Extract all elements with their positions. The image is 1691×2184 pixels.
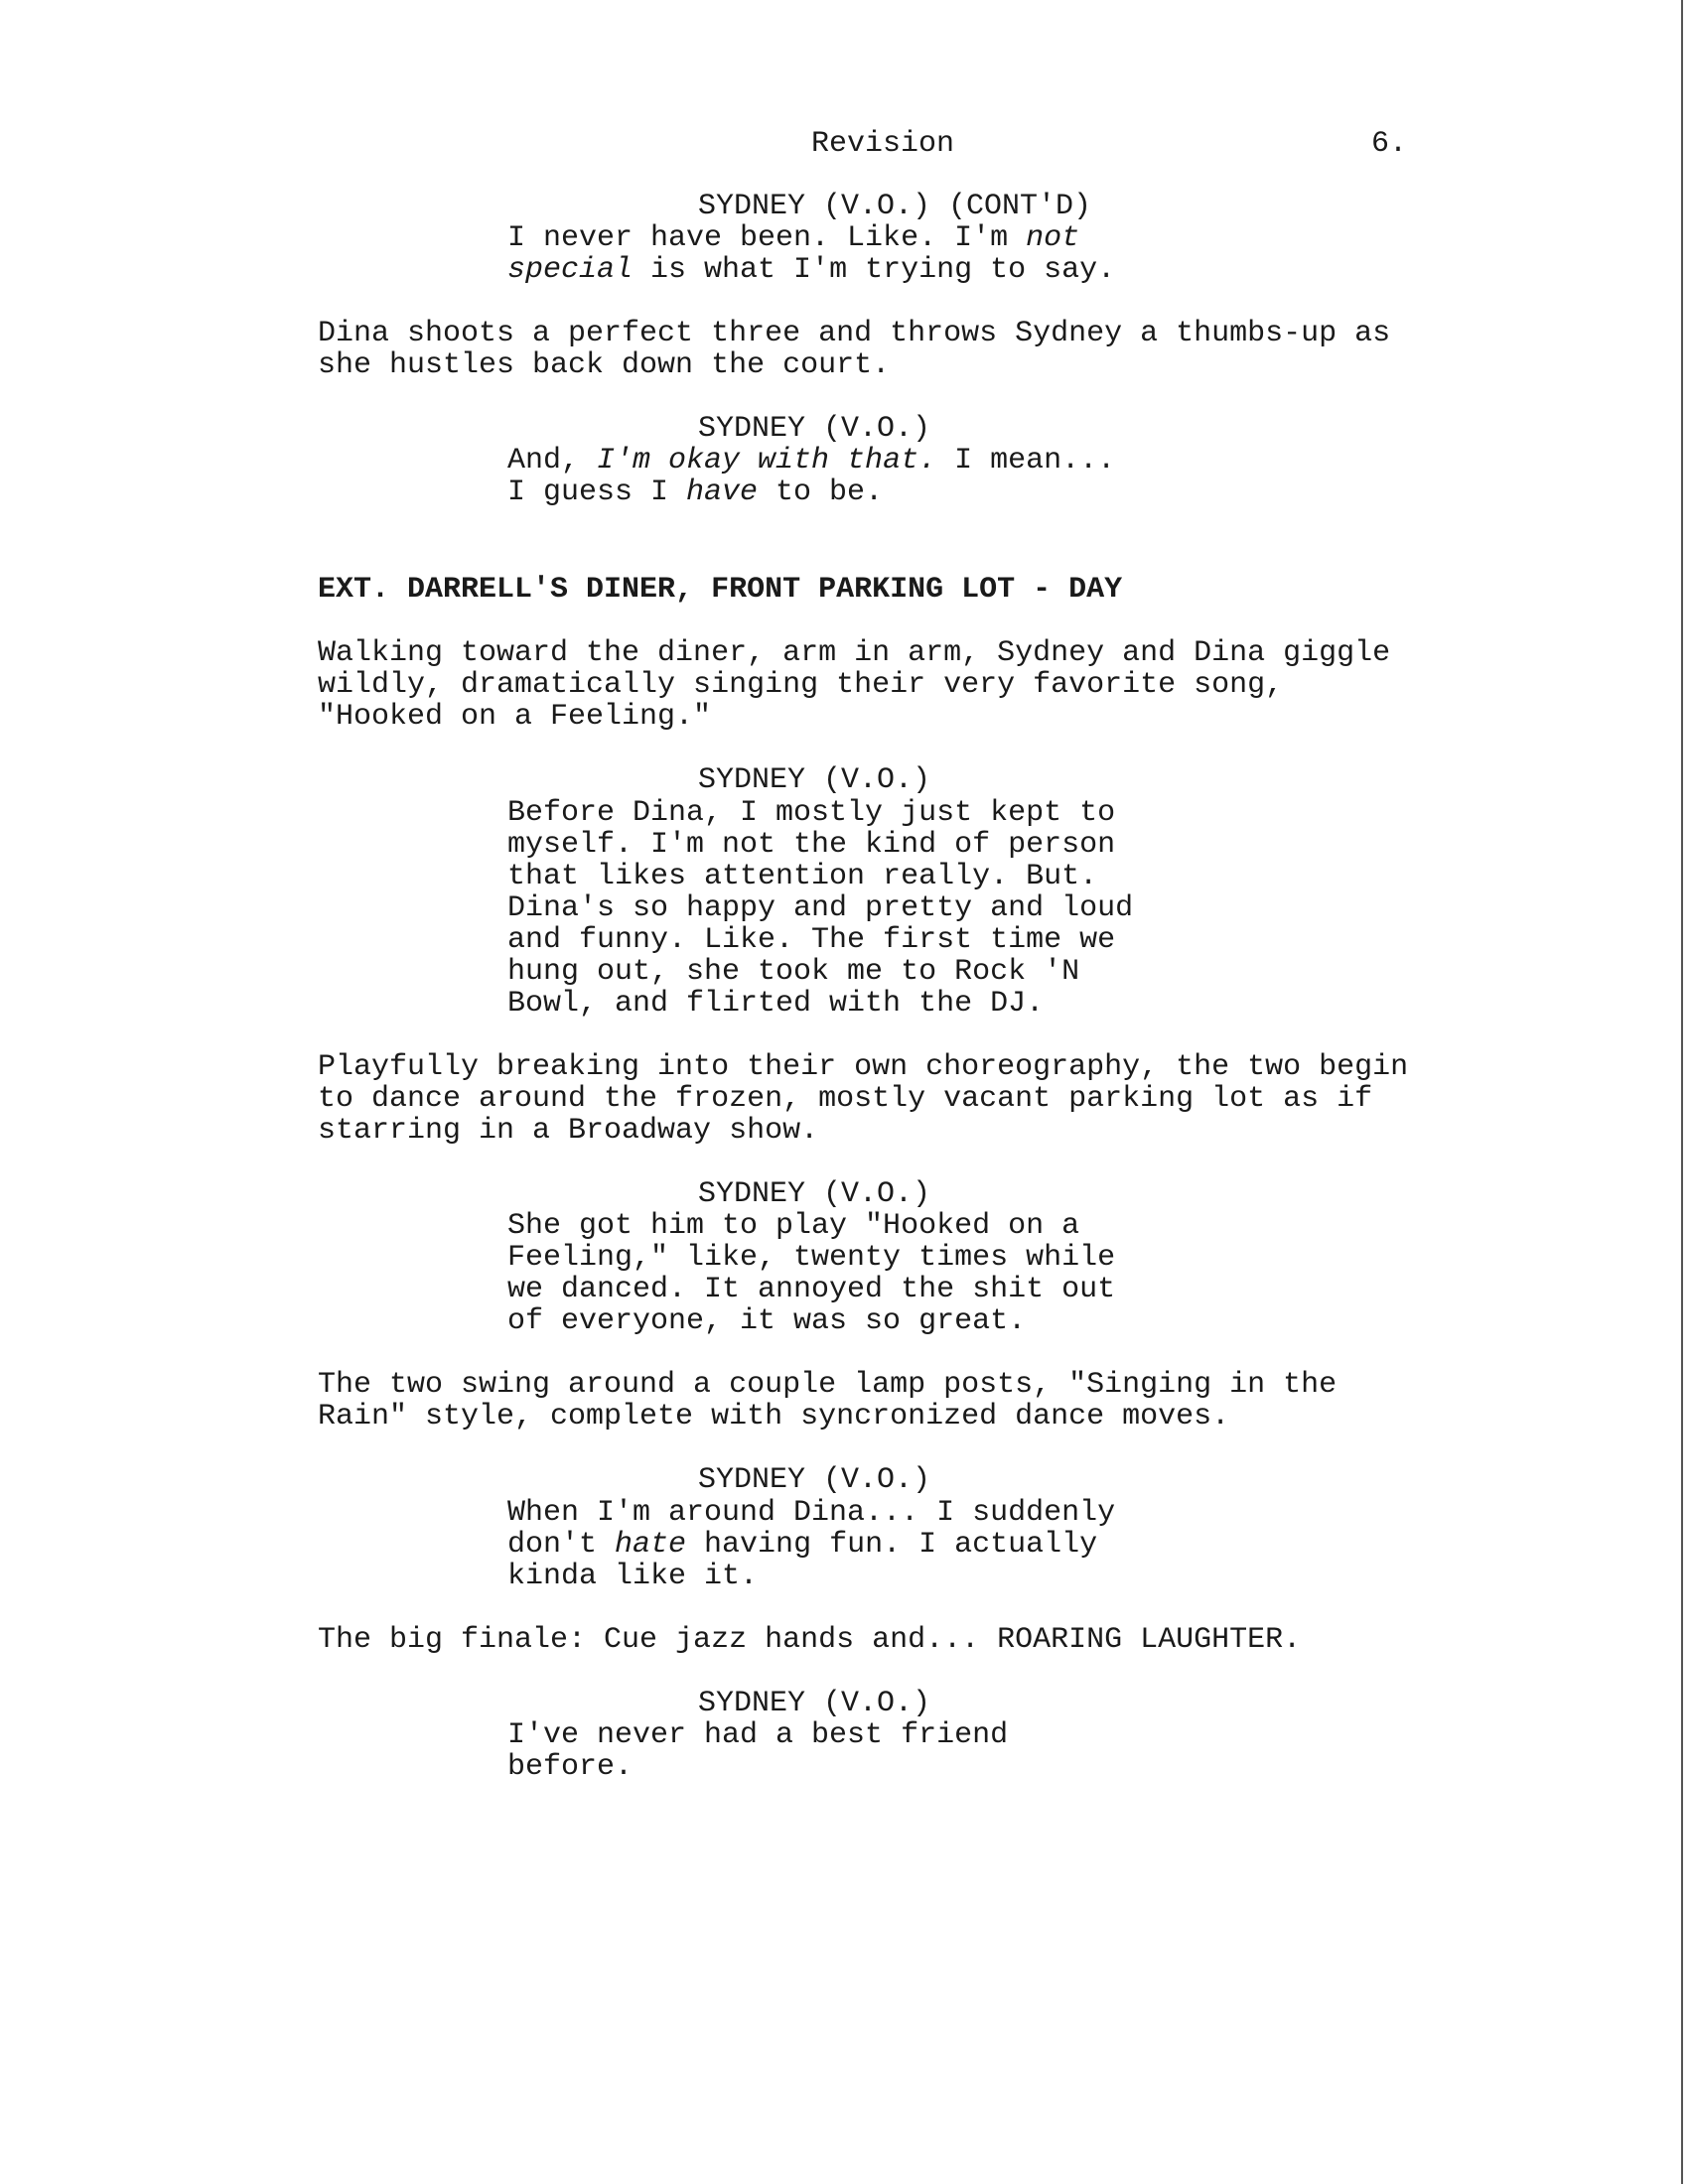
dialogue-line: I guess I have to be. [507, 476, 884, 509]
action-line: The two swing around a couple lamp posts, "Singing in the [318, 1368, 1338, 1402]
dialogue-line: I've never had a best friend [507, 1718, 1009, 1752]
action-line: she hustles back down the court. [318, 348, 891, 382]
dialogue-line: I never have been. Like. I'm not [507, 221, 1080, 255]
action-line: starring in a Broadway show. [318, 1114, 819, 1148]
dialogue-line: don't hate having fun. I actually [507, 1528, 1098, 1562]
page-number: 6. [1371, 127, 1408, 161]
dialogue-line: and funny. Like. The first time we [507, 923, 1116, 957]
dialogue-line: Feeling," like, twenty times while [507, 1241, 1116, 1275]
dialogue-line: When I'm around Dina... I suddenly [507, 1496, 1116, 1530]
dialogue-line: Before Dina, I mostly just kept to [507, 796, 1116, 830]
character-cue: SYDNEY (V.O.) [698, 1463, 931, 1497]
dialogue-line: And, I'm okay with that. I mean... [507, 444, 1116, 478]
dialogue-line: kinda like it. [507, 1560, 759, 1593]
scene-heading: EXT. DARRELL'S DINER, FRONT PARKING LOT - DAY [318, 573, 1123, 607]
dialogue-line: Bowl, and flirted with the DJ. [507, 987, 1045, 1021]
dialogue-line: before. [507, 1750, 634, 1784]
dialogue-line: we danced. It annoyed the shit out [507, 1273, 1116, 1306]
character-cue: SYDNEY (V.O.) [698, 763, 931, 797]
dialogue-line: that likes attention really. But. [507, 860, 1098, 893]
dialogue-line: special is what I'm trying to say. [507, 253, 1116, 287]
character-cue: SYDNEY (V.O.) [698, 1687, 931, 1720]
header-title: Revision [811, 127, 955, 161]
character-cue: SYDNEY (V.O.) [698, 1177, 931, 1211]
action-line: Rain" style, complete with syncronized dance moves. [318, 1400, 1230, 1433]
action-line: Walking toward the diner, arm in arm, Sydney and Dina giggle [318, 636, 1391, 670]
action-line: Dina shoots a perfect three and throws Sydney a thumbs-up as [318, 317, 1391, 350]
action-line: to dance around the frozen, mostly vacant parking lot as if [318, 1082, 1373, 1116]
dialogue-line: She got him to play "Hooked on a [507, 1209, 1080, 1243]
dialogue-line: hung out, she took me to Rock 'N [507, 955, 1080, 989]
dialogue-line: myself. I'm not the kind of person [507, 828, 1116, 862]
page-edge-line [1681, 0, 1683, 2184]
action-line: Playfully breaking into their own choreography, the two begin [318, 1050, 1409, 1084]
action-line: "Hooked on a Feeling." [318, 700, 712, 734]
dialogue-line: of everyone, it was so great. [507, 1304, 1027, 1338]
action-line: wildly, dramatically singing their very favorite song, [318, 668, 1284, 702]
action-line: The big finale: Cue jazz hands and... ROARING LAUGHTER. [318, 1623, 1302, 1657]
character-cue: SYDNEY (V.O.) [698, 412, 931, 446]
character-cue: SYDNEY (V.O.) (CONT'D) [698, 190, 1092, 223]
dialogue-line: Dina's so happy and pretty and loud [507, 891, 1134, 925]
